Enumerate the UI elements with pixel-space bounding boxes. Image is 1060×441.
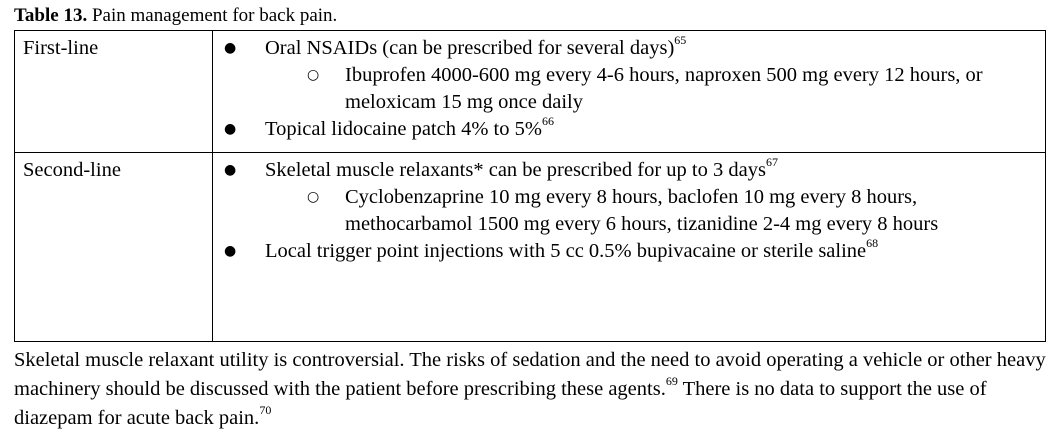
list-item-trigger-point xyxy=(221,238,1039,265)
treatment-cell-second xyxy=(213,153,1046,342)
table-caption xyxy=(14,4,337,28)
line-label-first: First-line xyxy=(15,31,213,153)
footnote-paragraph xyxy=(14,346,1054,433)
note-text-part1: Skeletal muscle relaxant utility is controversial. The risks of sedation and the need to avoid operating a vehicle or other heavy machinery should be discussed with the patient before prescribing these agents. xyxy=(14,349,1046,400)
reference-number: 69 xyxy=(665,374,678,389)
sub-item-nsaid-doses: ○ Ibuprofen 4000-600 mg every 4-6 hours, naproxen 500 mg every 12 hours, or meloxicam 15 mg once daily xyxy=(265,62,1039,116)
pain-management-table xyxy=(14,30,1046,342)
table-row-first-line xyxy=(15,31,1046,153)
item-text: Oral NSAIDs (can be prescribed for several days) xyxy=(265,37,675,59)
reference-number: 67 xyxy=(765,155,778,170)
sub-item-relaxant-doses: ○ Cyclobenzaprine 10 mg every 8 hours, baclofen 10 mg every 8 hours, methocarbamol 1500 mg every 6 hours, tizanidine 2-4 mg every 8 hours xyxy=(265,184,1039,238)
list-item-nsaids xyxy=(221,35,1039,116)
treatment-list-second xyxy=(221,157,1039,265)
table-caption-label: Table 13. xyxy=(14,5,88,26)
sub-list xyxy=(265,62,1039,116)
line-label-second: Second-line xyxy=(15,153,213,342)
list-item-lidocaine xyxy=(221,116,1039,143)
item-text: Local trigger point injections with 5 cc 0.5% bupivacaine or sterile saline xyxy=(265,240,867,262)
note-text-part2: There is no data to support the use of diazepam for acute back pain. xyxy=(14,378,987,429)
list-item-muscle-relaxants xyxy=(221,157,1039,238)
item-text: Topical lidocaine patch 4% to 5% xyxy=(265,118,542,140)
reference-number: 66 xyxy=(541,114,554,129)
reference-number: 70 xyxy=(259,403,272,418)
table-row-second-line xyxy=(15,153,1046,342)
table-caption-text: Pain management for back pain. xyxy=(87,5,338,26)
treatment-list-first xyxy=(221,35,1039,143)
reference-number: 65 xyxy=(674,33,687,48)
sub-list xyxy=(265,184,1039,238)
treatment-cell-first xyxy=(213,31,1046,153)
item-text: Skeletal muscle relaxants* can be prescribed for up to 3 days xyxy=(265,159,766,181)
reference-number: 68 xyxy=(866,236,879,251)
